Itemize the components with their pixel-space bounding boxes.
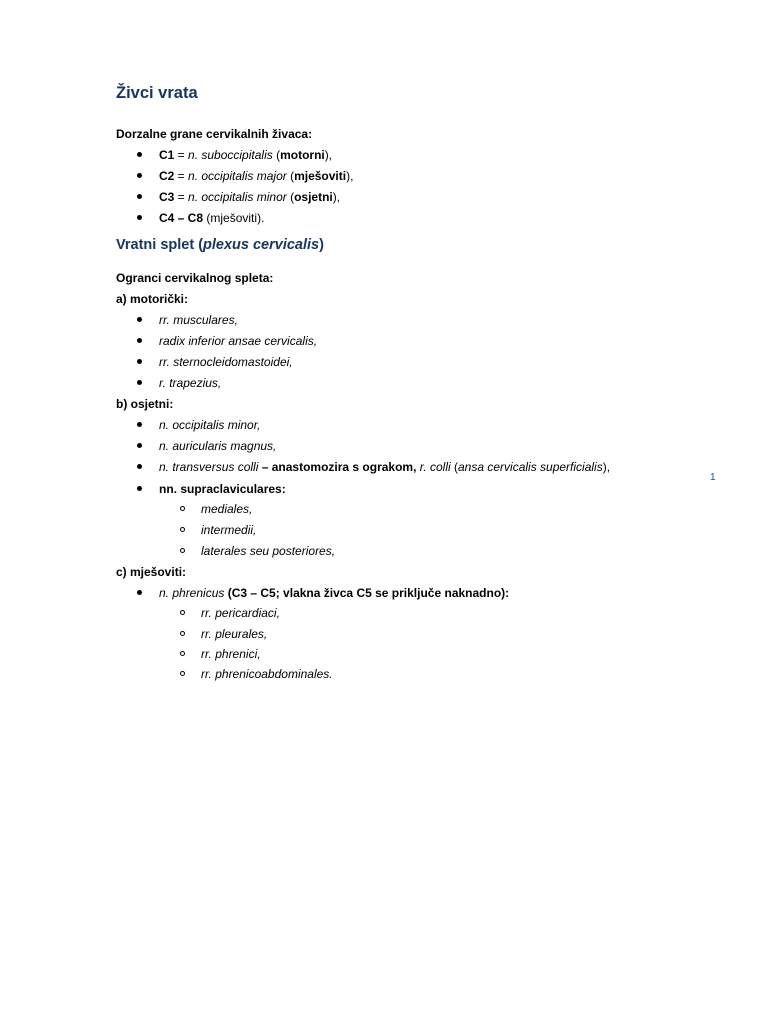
bullet-icon <box>137 152 142 157</box>
bullet-icon <box>137 422 142 427</box>
sub-list-item: rr. phrenici, <box>201 647 261 661</box>
sub-list-item: intermedii, <box>201 523 257 537</box>
list-item: radix inferior ansae cervicalis, <box>159 334 318 348</box>
bullet-icon <box>137 443 142 448</box>
bullet-icon <box>137 464 142 469</box>
circle-bullet-icon <box>180 631 185 636</box>
mixed-label: c) mješoviti: <box>116 565 187 579</box>
bullet-icon <box>137 173 142 178</box>
circle-bullet-icon <box>180 651 185 656</box>
bullet-icon <box>137 215 142 220</box>
list-item: n. auricularis magnus, <box>159 439 277 453</box>
circle-bullet-icon <box>180 527 185 532</box>
dorsal-branches-heading: Dorzalne grane cervikalnih živaca: <box>116 127 313 141</box>
circle-bullet-icon <box>180 506 185 511</box>
motor-label: a) motorički: <box>116 292 189 306</box>
sub-list-item: rr. phrenicoabdominales. <box>201 667 333 681</box>
list-item: n. occipitalis minor, <box>159 418 261 432</box>
circle-bullet-icon <box>180 610 185 615</box>
list-item: C3 = n. occipitalis minor (osjetni), <box>159 190 341 204</box>
list-item: n. transversus colli – anastomozira s ograkom, r. colli (ansa cervicalis superficialis), <box>159 460 611 474</box>
page-title: Živci vrata <box>116 84 198 102</box>
list-item: n. phrenicus (C3 – C5; vlakna živca C5 se priključe naknadno): <box>159 586 510 600</box>
bullet-icon <box>137 338 142 343</box>
sensory-label: b) osjetni: <box>116 397 174 411</box>
list-item: rr. sternocleidomastoidei, <box>159 355 293 369</box>
bullet-icon <box>137 194 142 199</box>
sub-list-item: mediales, <box>201 502 253 516</box>
circle-bullet-icon <box>180 671 185 676</box>
list-item: rr. musculares, <box>159 313 238 327</box>
circle-bullet-icon <box>180 548 185 553</box>
sub-list-item: rr. pleurales, <box>201 627 268 641</box>
list-item: nn. supraclaviculares: <box>159 482 286 496</box>
page-number: 1 <box>710 472 716 483</box>
list-item: r. trapezius, <box>159 376 222 390</box>
list-item: C4 – C8 (mješoviti). <box>159 211 265 225</box>
bullet-icon <box>137 380 142 385</box>
bullet-icon <box>137 317 142 322</box>
bullet-icon <box>137 359 142 364</box>
sub-list-item: laterales seu posteriores, <box>201 544 336 558</box>
branches-subtitle: Ogranci cervikalnog spleta: <box>116 271 274 285</box>
bullet-icon <box>137 590 142 595</box>
bullet-icon <box>137 486 142 491</box>
plexus-heading: Vratni splet (plexus cervicalis) <box>116 237 324 253</box>
list-item: C1 = n. suboccipitalis (motorni), <box>159 148 333 162</box>
list-item: C2 = n. occipitalis major (mješoviti), <box>159 169 354 183</box>
sub-list-item: rr. pericardiaci, <box>201 606 280 620</box>
